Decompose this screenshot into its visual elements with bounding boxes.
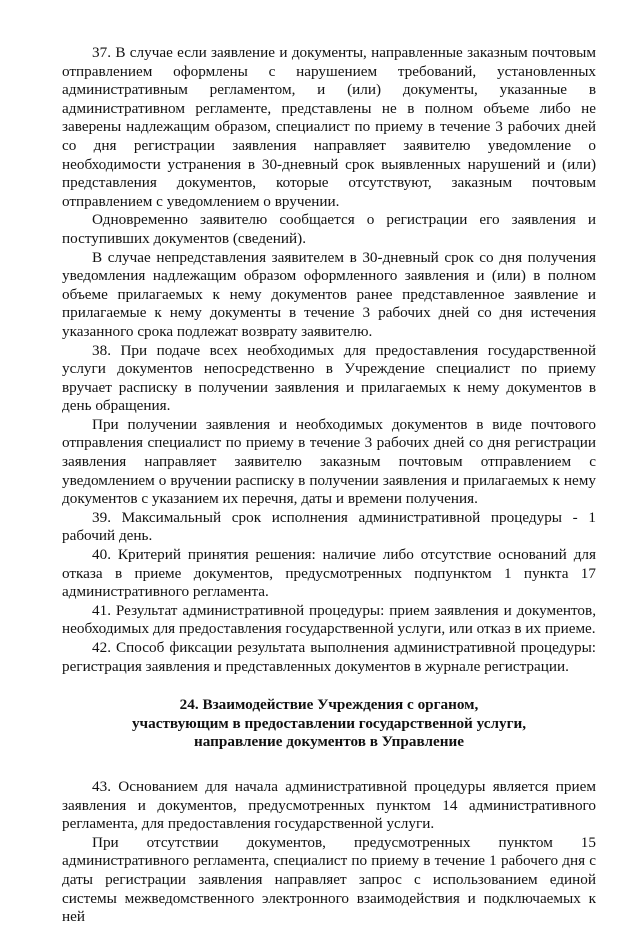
paragraph-41: 41. Результат административной процедуры: прием заявления и документов, необходимых для предоставления государственной услуги, или отказ в их приеме. [62,601,596,638]
paragraph-40: 40. Критерий принятия решения: наличие либо отсутствие оснований для отказа в приеме документов, предусмотренных подпунктом 1 пункта 17 административного регламента. [62,546,596,601]
document-page [62,44,596,927]
heading-line-2: участвующим в предоставлении государственной услуги, [131,714,527,732]
paragraph-missing-documents: При отсутствии документов, предусмотренных пунктом 15 административного регламента, специалист по приему в течение 1 рабочего дня с даты регистрации заявления направляет запрос с использованием единой системы межведомственного электронного взаимодействия и подключаемых к ней [62,833,596,926]
paragraph-37: 37. В случае если заявление и документы, направленные заказным почтовым отправлением оформлены с нарушением требований, установленных административным регламентом, и (или) документы, указанные в административном регламенте, представлены не в полном объеме либо не заверены надлежащим образом, специалист по приему в течение 3 рабочих дней со дня регистрации заявления направляет заявителю уведомление о необходимости устранения в 30-дневный срок выявленных нарушений и (или) представления документов, которые отсутствуют, заказным почтовым отправлением с уведомлением о вручении. [62,44,596,210]
paragraph-postal-receipt: При получении заявления и необходимых документов в виде почтового отправления специалист по приему в течение 3 рабочих дней со дня регистрации заявления направляет заявителю заказным почтовым отправлением с уведомлением о вручении расписку в получении заявления и прилагаемых к нему документов с указанием их перечня, даты и времени получения. [62,415,596,508]
paragraph-43: 43. Основанием для начала административной процедуры является прием заявления и документов, предусмотренных пунктом 14 административного регламента, для предоставления государственной услуги. [62,777,596,833]
paragraph-42: 42. Способ фиксации результата выполнения административной процедуры: регистрация заявления и представленных документов в журнале регистрации. [62,639,596,675]
paragraph-registration-notice: Одновременно заявителю сообщается о регистрации его заявления и поступивших документов (сведений). [62,211,596,247]
heading-line-3: направление документов в Управление [194,733,464,751]
section-heading-24 [62,696,596,752]
paragraph-39: 39. Максимальный срок исполнения административной процедуры - 1 рабочий день. [62,508,596,545]
heading-line-1: 24. Взаимодействие Учреждения с органом, [179,696,479,714]
paragraph-return-documents: В случае непредставления заявителем в 30-дневный срок со дня получения уведомления надлежащим образом оформленного заявления и (или) в полном объеме прилагаемых к нему документов ранее представленное заявление и прилагаемые к нему документы в течение 3 рабочих дней со дня истечения указанного срока подлежат возврату заявителю. [62,248,596,340]
paragraph-38: 38. При подаче всех необходимых для предоставления государственной услуги документов непосредственно в Учреждение специалист по приему вручает расписку в получении заявления и прилагаемых к нему документов в день обращения. [62,341,596,415]
